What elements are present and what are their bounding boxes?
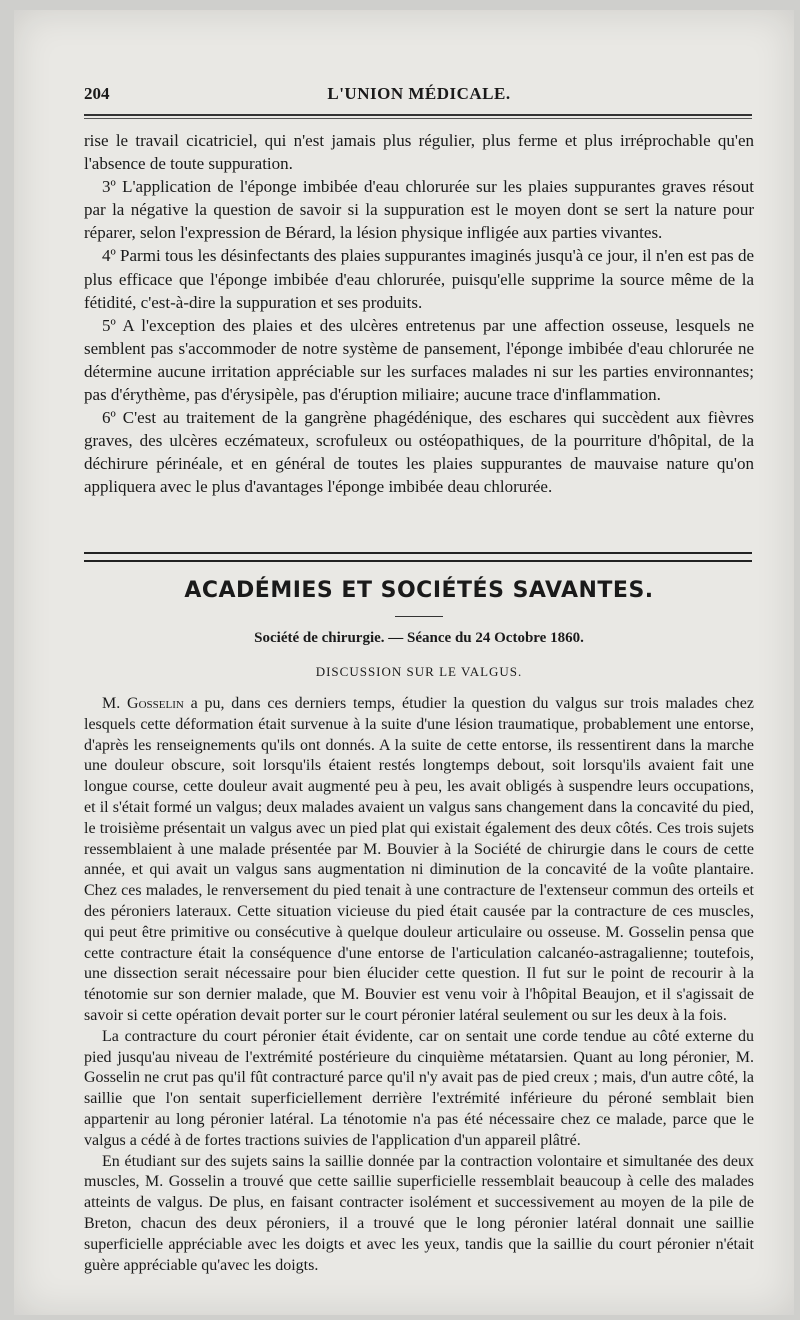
speaker-name: M. Gosselin: [102, 695, 184, 712]
paragraph-text: a pu, dans ces derniers temps, étudier la question du valgus sur trois malades chez lesquels cette déformation était survenue à la suite d'une lésion traumatique, probablement une entorse, d'après les renseignements qu'ils ont donnés. A la suite de cette entorse, ils ressentirent dans la marche une douleur obscure, soit lorsqu'ils étaient restés longtemps debout, soit lorsqu'ils avaient fait une longue course, cette douleur avait augmenté peu à peu, les avait obligés à suspendre leurs occupations, et il s'était formé un valgus; deux malades avaient un valgus sans changement dans la concavité du pied, le troisième présentait un valgus avec un pied plat qui existait également des deux côtés. Ces trois sujets ressemblaient à une malade présentée par M. Bouvier à la Société de chirurgie dans le cours de cette année, et qui avait un valgus sans augmentation ni diminution de la concavité de la voûte plantaire. Chez ces malades, le renversement du pied tenait à une contracture de l'extenseur commun des orteils et des péroniers lateraux. Cette situation vicieuse du pied était causée par la contracture de ces muscles, qui peut être primitive ou consécutive à quelque douleur articulaire ou osseuse. M. Gosselin pensa que cette contracture était la conséquence d'une entorse de l'articulation calcanéo-astragalienne; toutefois, une dissection serait nécessaire pour bien élucider cette question. Il fut sur le point de recourir à la ténotomie sur son dernier malade, que M. Bouvier est venu voir à l'hôpital Beaujon, et il s'agissait de savoir si cette opération devait porter sur le court péronier latéral seulement ou sur les deux à la fois.: [84, 695, 755, 1024]
article-conclusions: [84, 129, 754, 499]
paragraph: 4º Parmi tous les désinfectants des plaies suppurantes imaginés jusqu'à ce jour, il n'en est pas de plus efficace que l'éponge imbibée d'eau chlorurée, puisqu'elle supprime la source même de la fétidité, c'est-à-dire la suppuration et ses produits.: [84, 246, 754, 312]
journal-title: L'UNION MÉDICALE.: [327, 84, 511, 103]
paragraph: rise le travail cicatriciel, qui n'est jamais plus régulier, plus ferme et plus irréprochable qu'en l'absence de toute suppuration.: [84, 131, 754, 174]
paragraph: 5º A l'exception des plaies et des ulcères entretenus par une affection osseuse, lesquels ne semblent pas s'accommoder de notre système de pansement, l'éponge imbibée d'eau chlorurée ne détermine aucune irritation appréciable sur les surfaces malades ni sur les parties environnantes; pas d'érythème, pas d'érysipèle, pas d'éruption miliaire; aucune trace d'inflammation.: [84, 315, 754, 405]
running-header: [84, 80, 754, 110]
section-divider: [84, 552, 752, 562]
paragraph: 3º L'application de l'éponge imbibée d'eau chlorurée sur les plaies suppurantes graves résout par la négative la question de savoir si la suppuration est le moyen dont se sert la nature pour réparer, selon l'expression de Bérard, la lésion physique infligée aux parties vivantes.: [84, 177, 754, 243]
discussion-heading: DISCUSSION SUR LE VALGUS.: [315, 664, 523, 679]
discussion-body: [84, 694, 754, 1276]
paragraph: La contracture du court péronier était évidente, car on sentait une corde tendue au côté externe du pied jusqu'au niveau de l'extrémité postérieure du cinquième métatarsien. Quant au long péronier, M. Gosselin ne crut pas qu'il fût contracturé parce qu'il n'y avait pas de pied creux ; mais, d'un autre côté, la saillie que l'on sentait superficiellement derrière l'extrémité inférieure du péroné semblait bien appartenir au long péronier latéral. La ténotomie n'a pas été nécessaire chez ce malade, parce que le valgus a cédé à de fortes tractions suivies de l'application d'un appareil plâtré.: [84, 1027, 754, 1149]
header-rule: [84, 114, 752, 116]
paragraph: En étudiant sur des sujets sains la saillie donnée par la contraction volontaire et simultanée des deux muscles, M. Gosselin a trouvé que cette saillie superficielle ressemblait beaucoup à celle des malades atteints de valgus. De plus, en faisant contracter isolément et successivement au moyen de la pile de Breton, chacun des deux péroniers, il a trouvé que le long péronier latéral donnait une saillie superficielle appréciable avec les doigts et avec les yeux, tandis que la saillie du court péronier n'était guère appréciable qu'avec les doigts.: [84, 1152, 754, 1274]
society-session-heading: Société de chirurgie. — Séance du 24 Octobre 1860.: [254, 630, 584, 646]
page-number: 204: [84, 84, 110, 103]
section-title: ACADÉMIES ET SOCIÉTÉS SAVANTES.: [184, 578, 654, 603]
paragraph: 6º C'est au traitement de la gangrène phagédénique, des eschares qui succèdent aux fièvres graves, des ulcères eczémateux, scrofuleux ou ostéopathiques, de la pourriture d'hôpital, de la déchirure périnéale, et en général de toutes les plaies suppurantes de mauvaise nature qu'on appliquera avec le plus d'avantages l'éponge imbibée deau chlorurée.: [84, 408, 754, 497]
paragraph: [84, 694, 754, 1027]
header-rule-thin: [84, 118, 752, 119]
title-underline: [395, 616, 443, 617]
